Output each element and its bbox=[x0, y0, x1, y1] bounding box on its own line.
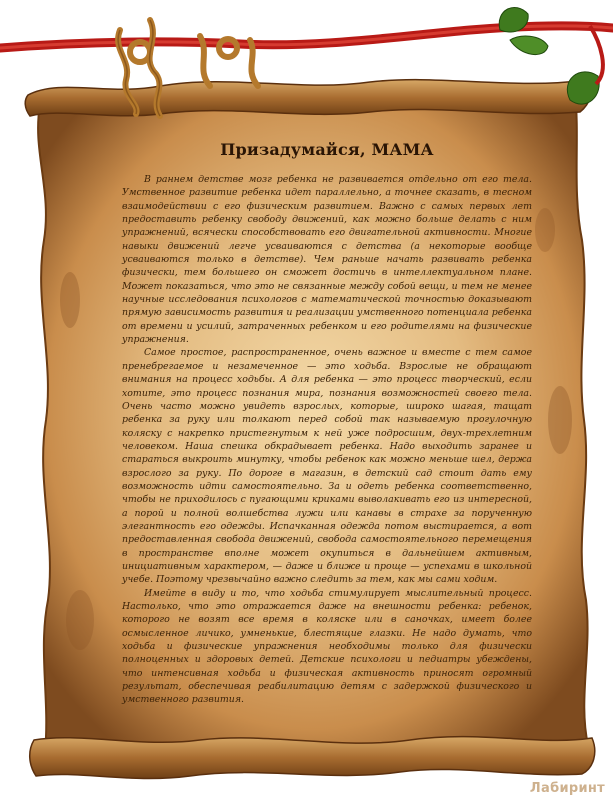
paragraph: Имейте в виду и то, что ходьба стимулирует мыслительный процесс. Настолько, что это отражается даже на внешности ребенка: ребенок, которого не возят все время в коляске или в саночках, имеет более осмысленное личико, умненькие, блестящие глазки. Не надо думать, что ходьба и физические упражнения необходимы только для физически полноценных и здоровых детей. Детские психологи и педиатры убеждены, что интенсивная ходьба и физическая активность приносят огромный результат, обеспечивая реабилитацию детям с задержкой физического и умственного развития. bbox=[122, 587, 532, 706]
rope-icon bbox=[118, 20, 258, 116]
watermark-logo: Лабиринт bbox=[529, 781, 605, 796]
paragraph: В раннем детстве мозг ребенка не развивается отдельно от его тела. Умственное развитие ребенка идет параллельно, а точнее сказать, в тесном взаимодействии с его физическим развитием. Важно с самых первых лет предоставить ребенку свободу движений, как можно больше делать с ним упражнений, всячески способствовать его двигательной активности. Многие навыки движений легче усваиваются с детства (а некоторые вообще усваиваются только в детстве). Чем раньше начать развивать ребенка физически, тем большего он сможет достичь в интеллектуальном плане. Может показаться, что это не связанные между собой вещи, и тем не менее научные исследования психологов с математической точностью доказывают прямую зависимость развития и реализации умственного потенциала ребенка от времени и усилий, затраченных ребенком и его родителями на физические упражнения. bbox=[122, 174, 532, 346]
page-title: Призадумайся, МАМА bbox=[220, 140, 434, 159]
vine-decoration bbox=[0, 0, 613, 140]
paragraph: Самое простое, распространенное, очень важное и вместе с тем самое пренебрегаемое и незамеченное — это ходьба. Взрослые не обращают внимания на процесс ходьбы. А для ребенка — это процесс творческий, если хотите, это процесс познания мира, познания возможностей своего тела. Очень часто можно увидеть взрослых, которые, широко шагая, тащат ребенка за руку или толкают перед собой так называемую прогулочную коляску с накрепко пристегнутым к ней уже подросшим, двух-трехлетним человеком. Наша спешка обкрадывает ребенка. Надо выходить заранее и стараться выкроить минутку, чтобы ребенок как можно меньше шел, держа взрослого за руку. По дороге в магазин, в детский сад стоит дать ему возможность идти самостоятельно. За и одеть ребенка соответственно, чтобы не приходилось с пугающими криками выволакивать его из интересной, а порой и полной волшебства лужи или канавы в страхе за порученную элегантность его одежды. Испачканная одежда потом выстирается, а вот предоставленная свобода движений, свобода самостоятельного перемещения в пространстве вполне может окупиться в дальнейшем активным, инициативным характером, — даже и ближе и проще — успехами в школьной учебе. Поэтому чрезвычайно важно следить за тем, как мы сами ходим. bbox=[122, 347, 532, 586]
article bbox=[122, 140, 532, 707]
